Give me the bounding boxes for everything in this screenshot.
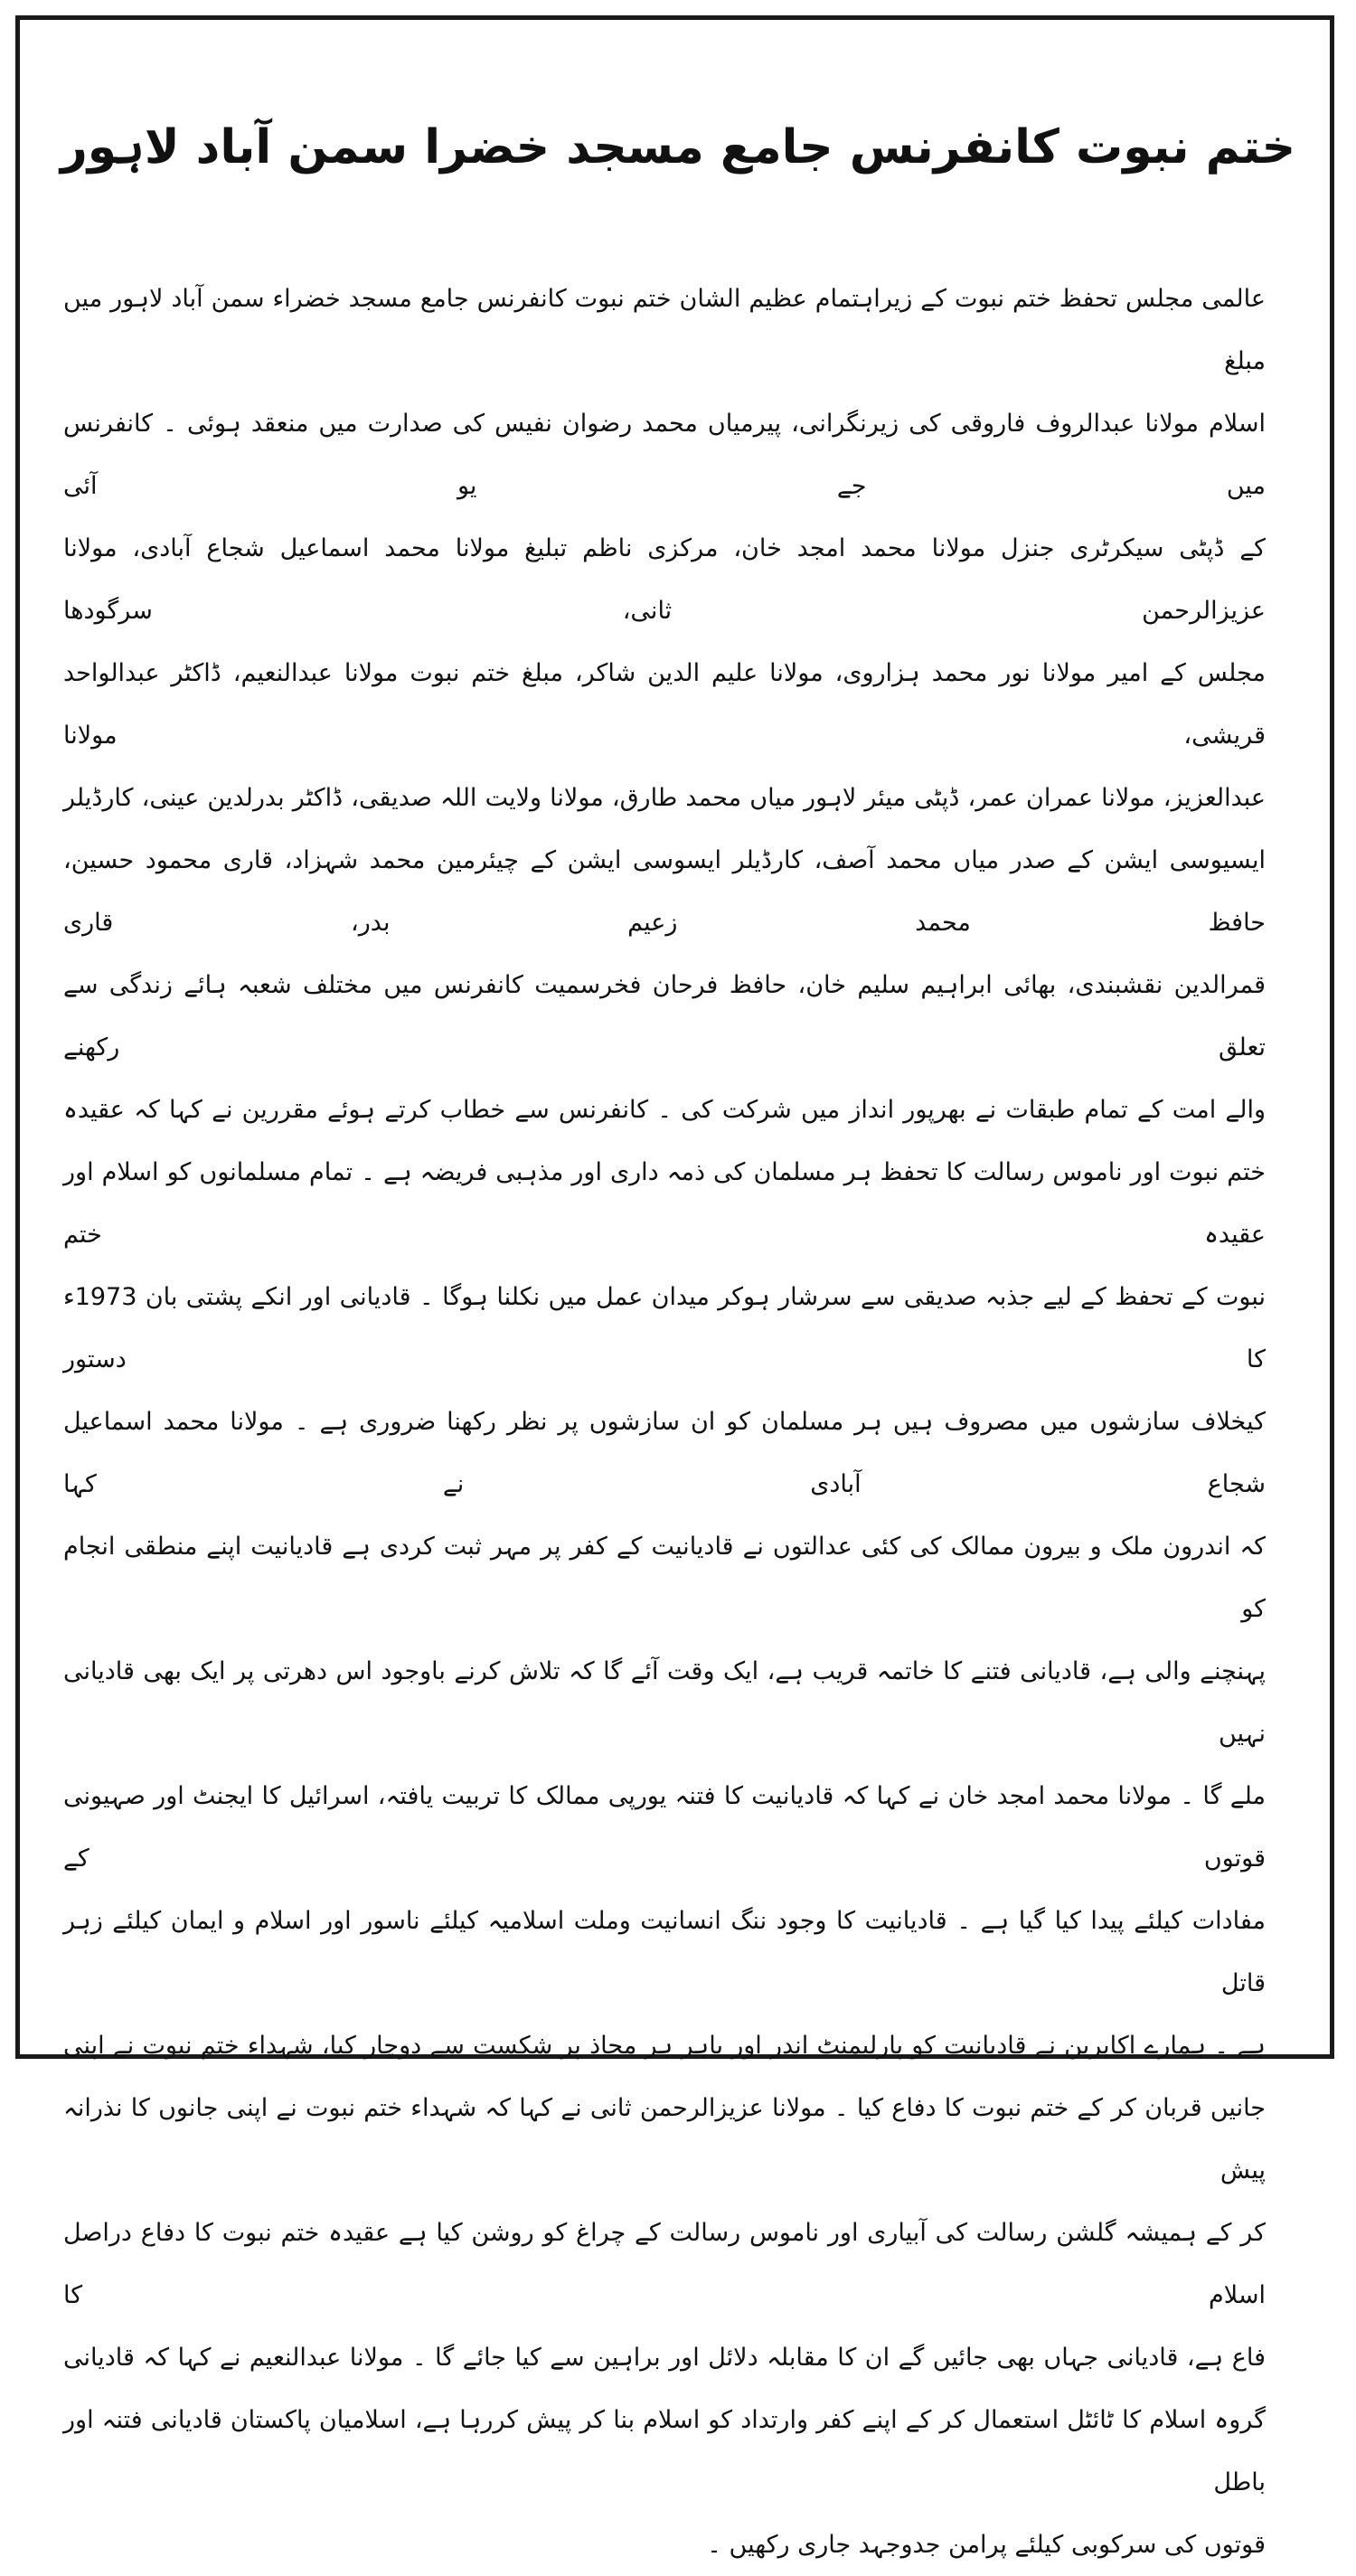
article-line: جانیں قربان کر کے ختم نبوت کا دفاع کیا ۔ مولانا عزیزالرحمن ثانی نے کہا کہ شہداء ختم نبوت نے اپنی جانوں کا نذرانہ پیش — [63, 2094, 1266, 2184]
article-line: گروہ اسلام کا ٹائٹل استعمال کر کے اپنے کفر وارتداد کو اسلام بنا کر پیش کررہا ہے، اسلامیان پاکستان قادیانی فتنہ اور باطل — [63, 2406, 1266, 2496]
article-body — [63, 268, 1266, 2576]
article-line: ایسیوسی ایشن کے صدر میاں محمد آصف، کارڈیلر ایسوسی ایشن کے چیئرمین محمد شہزاد، قاری محمود حسین، حافظ محمد زعیم بدر، قاری — [63, 846, 1266, 937]
article-headline: ختم نبوت کانفرنس جامع مسجد خضرا سمن آباد لاہور — [60, 120, 1296, 175]
article-line: اسلام مولانا عبدالروف فاروقی کی زیرنگرانی، پیرمیاں محمد رضوان نفیس کی صدارت میں منعقد ہوئی ۔ کانفرنس میں جے یو آئی — [63, 410, 1266, 500]
article-line: والے امت کے تمام طبقات نے بھرپور انداز میں شرکت کی ۔ کانفرنس سے خطاب کرتے ہوئے مقررین نے کہا کہ عقیدہ — [63, 1096, 1266, 1124]
article-line: قمرالدین نقشبندی، بھائی ابراہیم سلیم خان، حافظ فرحان فخرسمیت کانفرنس میں مختلف شعبہ ہائے زندگی سے تعلق رکھنے — [63, 971, 1266, 1062]
article-line: قوتوں کی سرکوبی کیلئے پرامن جدوجہد جاری رکھیں ۔ — [707, 2531, 1266, 2559]
article-line: ختم نبوت اور ناموس رسالت کا تحفظ ہر مسلمان کی ذمہ داری اور مذہبی فریضہ ہے ۔ تمام مسلمانوں کو اسلام اور عقیدہ ختم — [63, 1158, 1266, 1249]
article-line: عالمی مجلس تحفظ ختم نبوت کے زیراہتمام عظیم الشان ختم نبوت کانفرنس جامع مسجد خضراء سمن آباد لاہور میں مبلغ — [63, 285, 1266, 375]
article-line: فاع ہے، قادیانی جہاں بھی جائیں گے ان کا مقابلہ دلائل اور براہین سے کیا جائے گا ۔ مولانا عبدالنعیم نے کہا کہ قادیانی — [63, 2344, 1266, 2372]
article-line: کیخلاف سازشوں میں مصروف ہیں ہر مسلمان کو ان سازشوں پر نظر رکھنا ضروری ہے ۔ مولانا محمد اسماعیل شجاع آبادی نے کہا — [63, 1408, 1266, 1498]
article-line: کہ اندرون ملک و بیرون ممالک کی کئی عدالتوں نے قادیانیت کے کفر پر مہر ثبت کردی ہے قادیانیت اپنے منطقی انجام کو — [63, 1533, 1266, 1623]
article-line: نبوت کے تحفظ کے لیے جذبہ صدیقی سے سرشار ہوکر میدان عمل میں نکلنا ہوگا ۔ قادیانی اور انکے پشتی بان 1973ء کا دستور — [63, 1283, 1266, 1373]
article-line: ملے گا ۔ مولانا محمد امجد خان نے کہا کہ قادیانیت کا فتنہ یورپی ممالک کا تربیت یافتہ، اسرائیل کا ایجنٹ اور صہیونی قوتوں کے — [63, 1782, 1266, 1873]
article-line: مجلس کے امیر مولانا نور محمد ہزاروی، مولانا علیم الدین شاکر، مبلغ ختم نبوت مولانا عبدالنعیم، ڈاکٹر عبدالواحد قریشی، مولانا — [63, 659, 1266, 750]
article-line: عبدالعزیز، مولانا عمران عمر، ڈپٹی میئر لاہور میاں محمد طارق، مولانا ولایت اللہ صدیقی، ڈاکٹر بدرلدین عینی، کارڈیلر — [63, 784, 1266, 812]
article-line: کے ڈپٹی سیکرٹری جنزل مولانا محمد امجد خان، مرکزی ناظم تبلیغ مولانا محمد اسماعیل شجاع آبادی، مولانا عزیزالرحمن ثانی، سرگودھا — [63, 534, 1266, 625]
article-line: مفادات کیلئے پیدا کیا گیا ہے ۔ قادیانیت کا وجود ننگ انسانیت وملت اسلامیہ کیلئے ناسور اور اسلام و ایمان کیلئے زہر قاتل — [63, 1907, 1266, 1997]
article-line: پہنچنے والی ہے، قادیانی فتنے کا خاتمہ قریب ہے، ایک وقت آئے گا کہ تلاش کرنے باوجود اس دھرتی پر ایک بھی قادیانی نہیں — [63, 1657, 1266, 1748]
article-line: ہے ۔ ہمارے اکابرین نے قادیانیت کو پارلیمنٹ اندر اور باہر ہر محاذ پر شکست سے دوچار کیا، شہداء ختم نبوت نے اپنی — [63, 2032, 1266, 2060]
article-line: کر کے ہمیشہ گلشن رسالت کی آبیاری اور ناموس رسالت کے چراغ کو روشن کیا ہے عقیدہ ختم نبوت کا دفاع دراصل اسلام کا — [63, 2219, 1266, 2309]
